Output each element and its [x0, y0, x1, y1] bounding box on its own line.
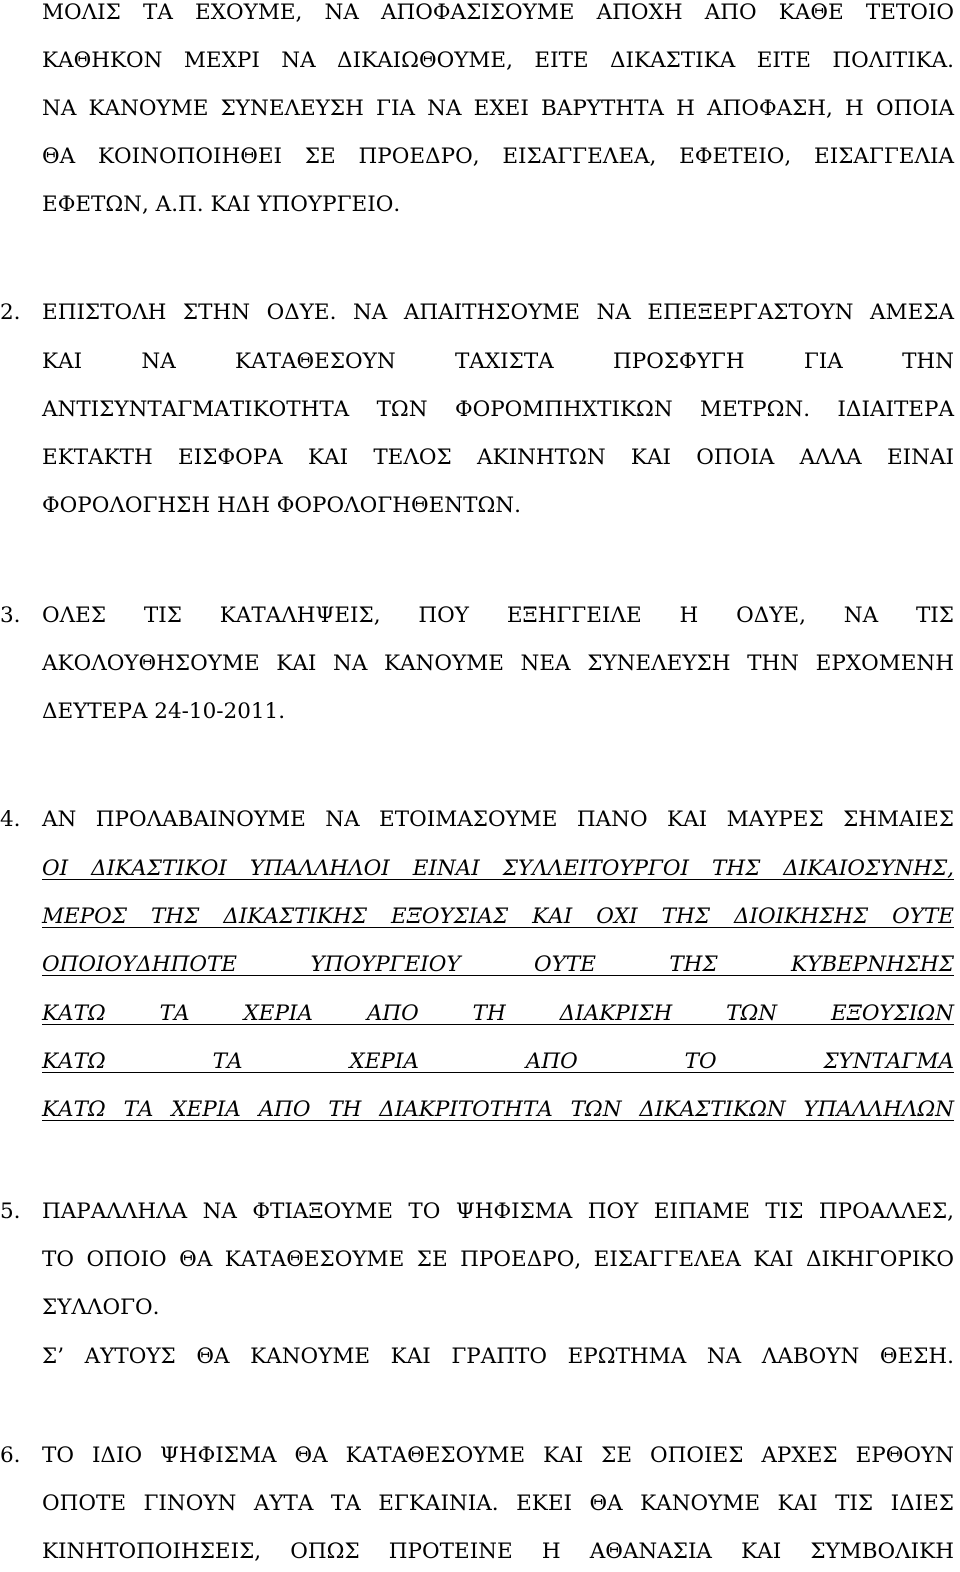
- text-line: ΚΙΝΗΤΟΠΟΙΗΣΕΙΣ, ΟΠΩΣ ΠΡΟΤΕΙΝΕ Η ΑΘΑΝΑΣΙΑ ΚΑΙ ΣΥΜΒΟΛΙΚΗ: [42, 1539, 954, 1564]
- banner-slogan-line: ΚΑΤΩ ΤΑ ΧΕΡΙΑ ΑΠΟ ΤΗ ΔΙΑΚΡΙΣΗ ΤΩΝ ΕΞΟΥΣΙΩΝ: [42, 1001, 954, 1026]
- text-line: ΤΟ ΙΔΙΟ ΨΗΦΙΣΜΑ ΘΑ ΚΑΤΑΘΕΣΟΥΜΕ ΚΑΙ ΣΕ ΟΠΟΙΕΣ ΑΡΧΕΣ ΕΡΘΟΥΝ: [42, 1443, 954, 1468]
- text-line: ΝΑ ΚΑΝΟΥΜΕ ΣΥΝΕΛΕΥΣΗ ΓΙΑ ΝΑ ΕΧΕΙ ΒΑΡΥΤΗΤΑ Η ΑΠΟΦΑΣΗ, Η ΟΠΟΙΑ: [42, 96, 954, 121]
- text-line: ΤΟ ΟΠΟΙΟ ΘΑ ΚΑΤΑΘΕΣΟΥΜΕ ΣΕ ΠΡΟΕΔΡΟ, ΕΙΣΑΓΓΕΛΕΑ ΚΑΙ ΔΙΚΗΓΟΡΙΚΟ: [42, 1247, 954, 1272]
- text-line: ΘΑ ΚΟΙΝΟΠΟΙΗΘΕΙ ΣΕ ΠΡΟΕΔΡΟ, ΕΙΣΑΓΓΕΛΕΑ, ΕΦΕΤΕΙΟ, ΕΙΣΑΓΓΕΛΙΑ: [42, 144, 954, 169]
- text-line: ΑΝΤΙΣΥΝΤΑΓΜΑΤΙΚΟΤΗΤΑ ΤΩΝ ΦΟΡΟΜΠΗΧΤΙΚΩΝ ΜΕΤΡΩΝ. ΙΔΙΑΙΤΕΡΑ: [42, 397, 954, 422]
- banner-slogan-line: ΟΠΟΙΟΥΔΗΠΟΤΕ ΥΠΟΥΡΓΕΙΟΥ ΟΥΤΕ ΤΗΣ ΚΥΒΕΡΝΗΣΗΣ: [42, 952, 954, 977]
- text-line: ΚΑΘΗΚΟΝ ΜΕΧΡΙ ΝΑ ΔΙΚΑΙΩΘΟΥΜΕ, ΕΙΤΕ ΔΙΚΑΣΤΙΚΑ ΕΙΤΕ ΠΟΛΙΤΙΚΑ.: [42, 48, 954, 73]
- text-line: ΜΟΛΙΣ ΤΑ ΕΧΟΥΜΕ, ΝΑ ΑΠΟΦΑΣΙΣΟΥΜΕ ΑΠΟΧΗ ΑΠΟ ΚΑΘΕ ΤΕΤΟΙΟ: [42, 0, 954, 25]
- text-line: ΑΝ ΠΡΟΛΑΒΑΙΝΟΥΜΕ ΝΑ ΕΤΟΙΜΑΣΟΥΜΕ ΠΑΝΟ ΚΑΙ ΜΑΥΡΕΣ ΣΗΜΑΙΕΣ: [42, 807, 954, 832]
- text-line: ΔΕΥΤΕΡΑ 24-10-2011.: [42, 699, 286, 724]
- list-number: 4.: [0, 807, 21, 832]
- text-line: Σ’ ΑΥΤΟΥΣ ΘΑ ΚΑΝΟΥΜΕ ΚΑΙ ΓΡΑΠΤΟ ΕΡΩΤΗΜΑ ΝΑ ΛΑΒΟΥΝ ΘΕΣΗ.: [42, 1344, 954, 1369]
- banner-slogan-line: ΚΑΤΩ ΤΑ ΧΕΡΙΑ ΑΠΟ ΤΗ ΔΙΑΚΡΙΤΟΤΗΤΑ ΤΩΝ ΔΙΚΑΣΤΙΚΩΝ ΥΠΑΛΛΗΛΩΝ: [42, 1097, 954, 1122]
- text-line: ΚΑΙ ΝΑ ΚΑΤΑΘΕΣΟΥΝ ΤΑΧΙΣΤΑ ΠΡΟΣΦΥΓΗ ΓΙΑ ΤΗΝ: [42, 349, 954, 374]
- text-line: ΟΛΕΣ ΤΙΣ ΚΑΤΑΛΗΨΕΙΣ, ΠΟΥ ΕΞΗΓΓΕΙΛΕ Η ΟΔΥΕ, ΝΑ ΤΙΣ: [42, 603, 954, 628]
- list-number: 5.: [0, 1199, 21, 1224]
- banner-slogan-line: ΟΙ ΔΙΚΑΣΤΙΚΟΙ ΥΠΑΛΛΗΛΟΙ ΕΙΝΑΙ ΣΥΛΛΕΙΤΟΥΡΓΟΙ ΤΗΣ ΔΙΚΑΙΟΣΥΝΗΣ,: [42, 856, 954, 881]
- text-line: ΟΠΟΤΕ ΓΙΝΟΥΝ ΑΥΤΑ ΤΑ ΕΓΚΑΙΝΙΑ. ΕΚΕΙ ΘΑ ΚΑΝΟΥΜΕ ΚΑΙ ΤΙΣ ΙΔΙΕΣ: [42, 1491, 954, 1516]
- text-line: ΠΑΡΑΛΛΗΛΑ ΝΑ ΦΤΙΑΞΟΥΜΕ ΤΟ ΨΗΦΙΣΜΑ ΠΟΥ ΕΙΠΑΜΕ ΤΙΣ ΠΡΟΑΛΛΕΣ,: [42, 1199, 954, 1224]
- list-number: 3.: [0, 603, 21, 628]
- list-number: 6.: [0, 1443, 21, 1468]
- text-line: ΕΠΙΣΤΟΛΗ ΣΤΗΝ ΟΔΥΕ. ΝΑ ΑΠΑΙΤΗΣΟΥΜΕ ΝΑ ΕΠΕΞΕΡΓΑΣΤΟΥΝ ΑΜΕΣΑ: [42, 300, 954, 325]
- text-line: ΣΥΛΛΟΓΟ.: [42, 1295, 160, 1320]
- text-line: ΦΟΡΟΛΟΓΗΣΗ ΗΔΗ ΦΟΡΟΛΟΓΗΘΕΝΤΩΝ.: [42, 493, 521, 518]
- text-line: ΕΚΤΑΚΤΗ ΕΙΣΦΟΡΑ ΚΑΙ ΤΕΛΟΣ ΑΚΙΝΗΤΩΝ ΚΑΙ ΟΠΟΙΑ ΑΛΛΑ ΕΙΝΑΙ: [42, 445, 954, 470]
- text-line: ΕΦΕΤΩΝ, Α.Π. ΚΑΙ ΥΠΟΥΡΓΕΙΟ.: [42, 192, 401, 217]
- list-number: 2.: [0, 300, 21, 325]
- text-line: ΑΚΟΛΟΥΘΗΣΟΥΜΕ ΚΑΙ ΝΑ ΚΑΝΟΥΜΕ ΝΕΑ ΣΥΝΕΛΕΥΣΗ ΤΗΝ ΕΡΧΟΜΕΝΗ: [42, 651, 954, 676]
- banner-slogan-line: ΚΑΤΩ ΤΑ ΧΕΡΙΑ ΑΠΟ ΤΟ ΣΥΝΤΑΓΜΑ: [42, 1049, 954, 1074]
- banner-slogan-line: ΜΕΡΟΣ ΤΗΣ ΔΙΚΑΣΤΙΚΗΣ ΕΞΟΥΣΙΑΣ ΚΑΙ ΟΧΙ ΤΗΣ ΔΙΟΙΚΗΣΗΣ ΟΥΤΕ: [42, 904, 954, 929]
